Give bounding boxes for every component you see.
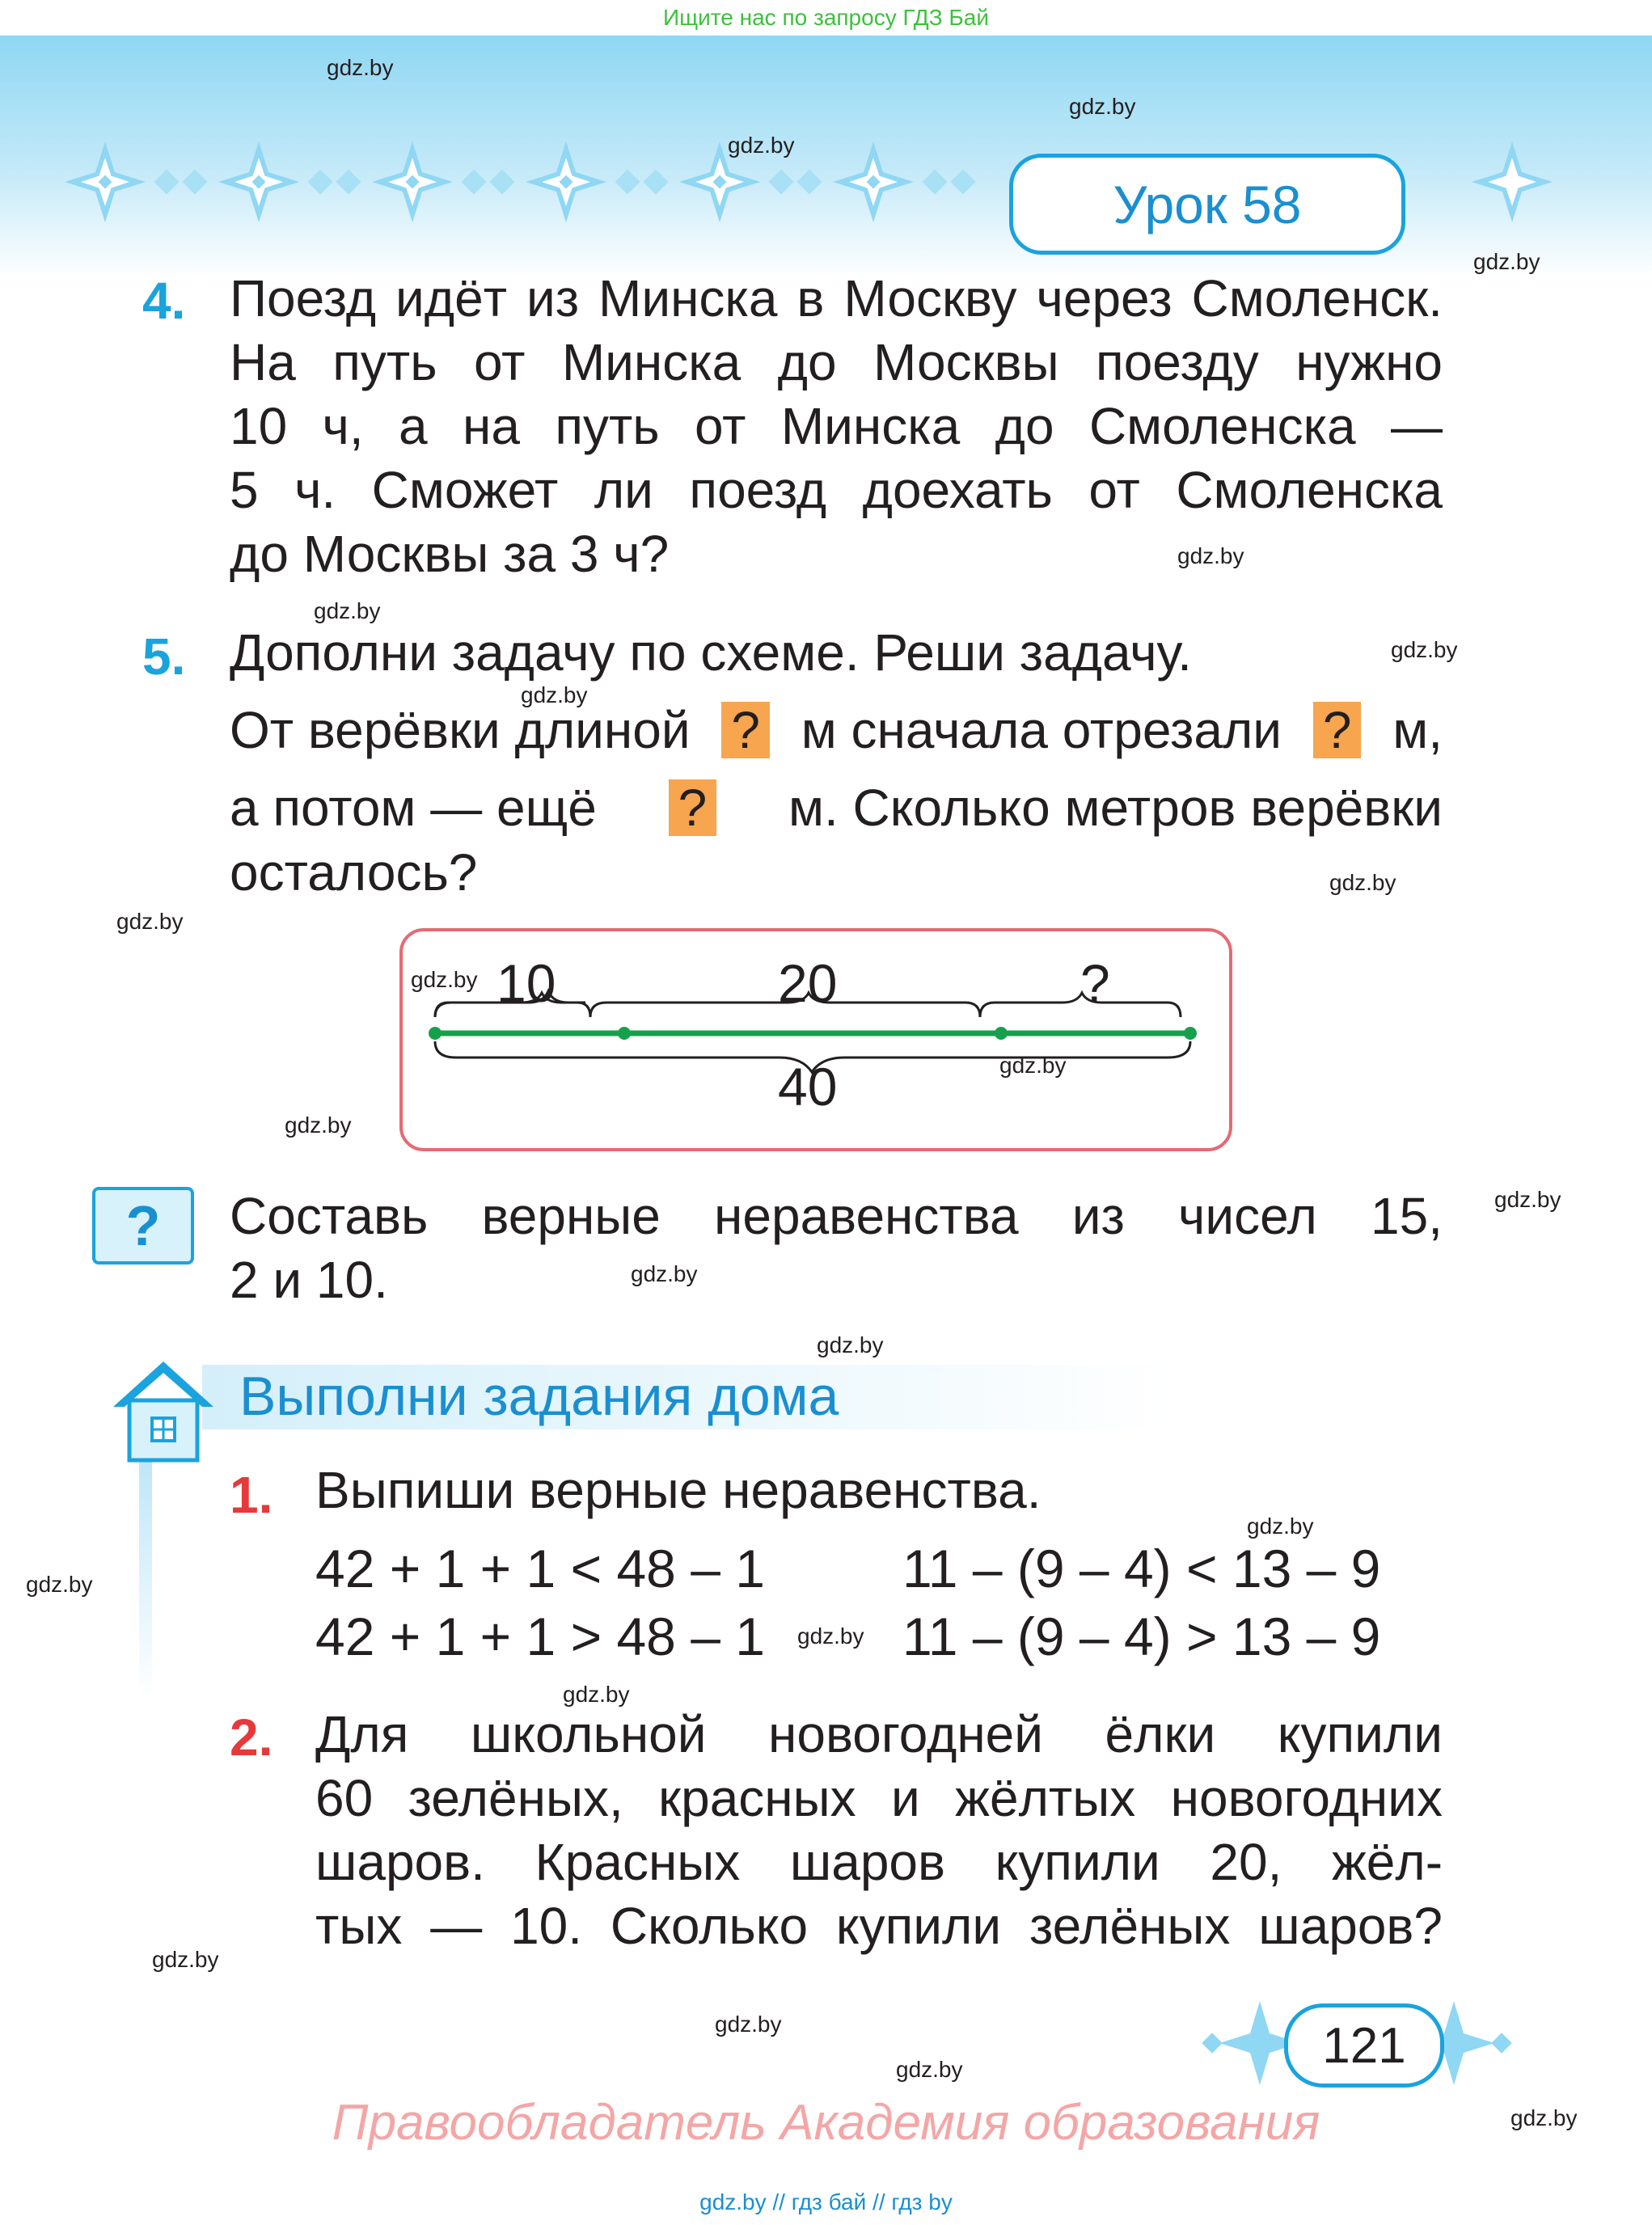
watermark: gdz.by: [116, 909, 184, 934]
task5-line1: [230, 700, 1443, 760]
watermark: gdz.by: [314, 598, 381, 623]
task5-text: От верёвки длиной: [230, 701, 691, 759]
watermark: gdz.by: [999, 1053, 1067, 1078]
inequality: 11 – (9 – 4) < 13 – 9: [902, 1539, 1381, 1598]
watermark: gdz.by: [285, 1112, 352, 1138]
page-number: 121: [1284, 2003, 1444, 2088]
home-strip: [139, 1455, 152, 1698]
segment-label: 20: [778, 953, 838, 1013]
segment-label: ?: [1080, 953, 1110, 1013]
ornament-left: [65, 129, 987, 234]
task4-line: 5 ч. Сможет ли поезд доехать от Смоленска: [230, 461, 1443, 519]
watermark: gdz.by: [728, 133, 795, 158]
task5-text: м. Сколько метров верёвки: [788, 779, 1443, 837]
home-task1-title: Выпиши верные неравенства.: [315, 1461, 1041, 1519]
watermark: gdz.by: [1510, 2105, 1578, 2130]
watermark: gdz.by: [563, 1682, 630, 1707]
home-task2-line: шаров. Красных шаров купили 20, жёл-: [315, 1833, 1443, 1891]
home-task2-line: 60 зелёных, красных и жёлтых новогодних: [315, 1769, 1443, 1827]
watermark: gdz.by: [152, 1947, 219, 1972]
task4-number: 4.: [142, 272, 186, 330]
task5-line3: осталось?: [230, 843, 478, 901]
inequality: 42 + 1 + 1 < 48 – 1: [315, 1539, 765, 1598]
total-label: 40: [778, 1057, 838, 1117]
watermark: gdz.by: [1177, 543, 1244, 568]
home-task2-line: Для школьной новогодней ёлки купили: [315, 1705, 1443, 1763]
question-line: Составь верные неравенства из чисел 15,: [230, 1187, 1443, 1245]
watermark: gdz.by: [715, 2012, 782, 2037]
task4-line: На путь от Минска до Москвы поезду нужно: [230, 333, 1443, 391]
rope-point: [429, 1027, 442, 1040]
watermark: gdz.by: [1329, 870, 1396, 895]
watermark: gdz.by: [1494, 1187, 1561, 1212]
task5-instruction: Дополни задачу по схеме. Реши задачу.: [230, 623, 1192, 682]
task5-number: 5.: [142, 627, 186, 686]
task5-text: а потом — ещё: [230, 779, 597, 837]
blank-box: ?: [721, 702, 770, 758]
blank-box: ?: [1313, 702, 1362, 758]
question-icon: ?: [92, 1187, 194, 1264]
ornament-right: [1456, 129, 1569, 234]
watermark: gdz.by: [896, 2057, 963, 2082]
rope-point: [1184, 1027, 1197, 1040]
home-task2-text: [315, 1703, 1443, 1958]
segment-label: 10: [496, 953, 556, 1013]
rope-point: [618, 1027, 631, 1040]
top-banner: Ищите нас по запросу ГДЗ Бай: [662, 5, 990, 30]
task4-text: [230, 267, 1443, 586]
watermark: gdz.by: [327, 55, 394, 80]
bottom-links[interactable]: gdz.by // гдз бай // гдз by: [699, 2189, 953, 2214]
rope-point: [995, 1027, 1008, 1040]
watermark: gdz.by: [797, 1623, 864, 1649]
watermark: gdz.by: [521, 682, 588, 707]
task5-text: м сначала отрезали: [801, 701, 1282, 759]
question-text: [230, 1184, 1443, 1312]
home-task2-number: 2.: [230, 1708, 273, 1767]
home-task1-number: 1.: [230, 1466, 273, 1524]
task4-line: до Москвы за 3 ч?: [230, 525, 670, 583]
watermark: gdz.by: [1247, 1514, 1314, 1539]
task4-line: Поезд идёт из Минска в Москву через Смоленск.: [230, 269, 1443, 327]
watermark: gdz.by: [817, 1332, 884, 1357]
watermark: gdz.by: [1473, 249, 1540, 274]
watermark: gdz.by: [411, 967, 478, 992]
house-icon: [107, 1355, 220, 1465]
watermark: gdz.by: [631, 1261, 698, 1286]
copyright: Правообладатель Академия образования: [332, 2095, 1320, 2151]
task5-text: м,: [1392, 701, 1443, 759]
task4-line: 10 ч, а на путь от Минска до Смоленска —: [230, 397, 1443, 455]
task5-line2: [230, 778, 1443, 838]
inequality: 42 + 1 + 1 > 48 – 1: [315, 1606, 765, 1666]
home-title: Выполни задания дома: [239, 1366, 839, 1427]
inequality: 11 – (9 – 4) > 13 – 9: [902, 1606, 1381, 1666]
watermark: gdz.by: [1069, 94, 1136, 119]
question-line: 2 и 10.: [230, 1251, 388, 1309]
watermark: gdz.by: [26, 1572, 93, 1597]
blank-box: ?: [669, 779, 717, 836]
home-task2-line: тых — 10. Сколько купили зелёных шаров?: [315, 1897, 1443, 1955]
lesson-title: Урок 58: [1009, 154, 1405, 255]
watermark: gdz.by: [1391, 637, 1458, 662]
